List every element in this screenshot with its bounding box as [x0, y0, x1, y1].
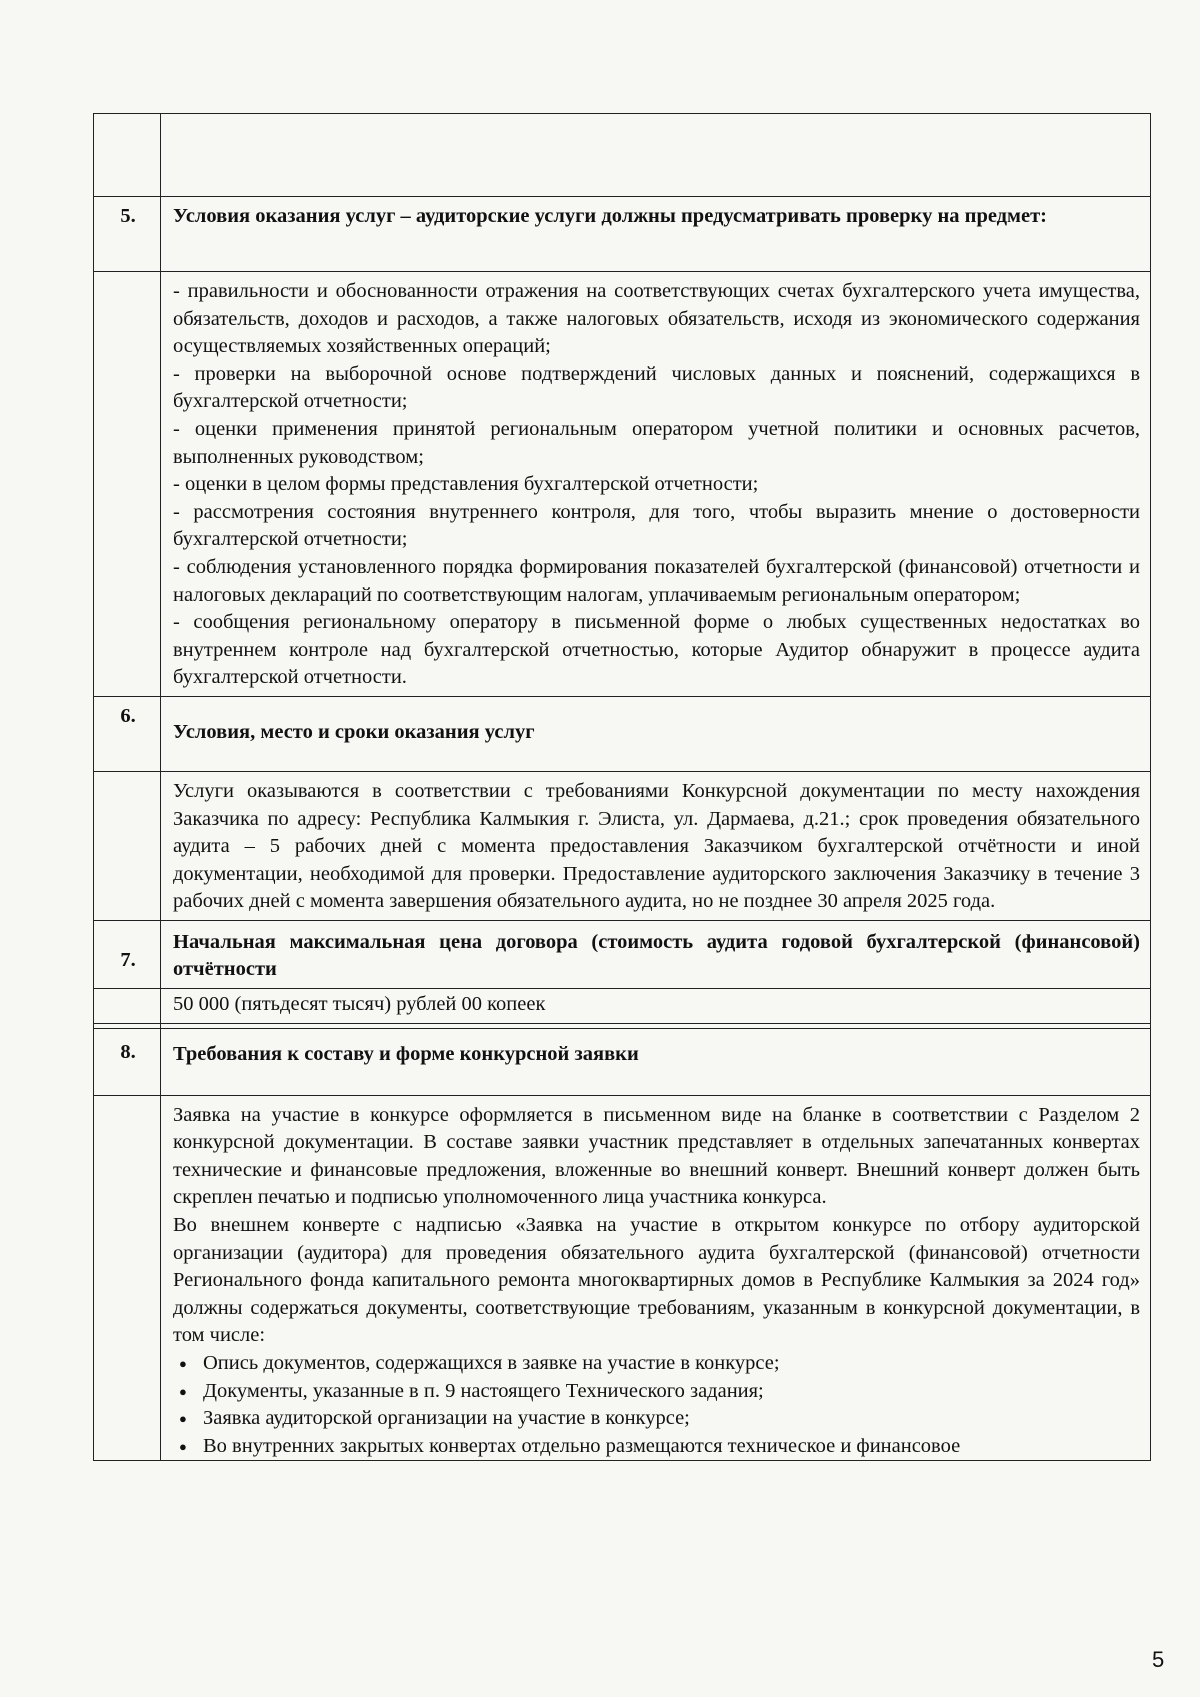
section-body	[161, 771, 1151, 920]
terms-table	[93, 113, 1151, 1461]
list-item: ● Опись документов, содержащихся в заявке на участие в конкурсе;	[173, 1350, 1140, 1378]
section-body	[161, 272, 1151, 697]
table-row-section-8-body	[94, 1095, 1151, 1461]
section-body	[161, 1095, 1151, 1461]
list-item: - соблюдения установленного порядка формирования показателей бухгалтерской (финансовой) отчетности и налоговых деклараций по соответствующим налогам, уплачиваемым региональным оператором;	[173, 555, 1140, 606]
table-row-section-5-body	[94, 272, 1151, 697]
list-item: ● Во внутренних закрытых конвертах отдельно размещаются техническое и финансовое	[173, 1433, 1140, 1461]
list-item: - оценки в целом формы представления бухгалтерской отчетности;	[173, 473, 759, 496]
contract-price: 50 000 (пятьдесят тысяч) рублей 00 копеек	[161, 989, 1151, 1024]
row-number-cell	[94, 1095, 161, 1461]
row-number-cell	[94, 114, 161, 197]
list-item: - оценки применения принятой региональным оператором учетной политики и основных расчетов, выполненных руководством;	[173, 417, 1140, 468]
section-heading: Требования к составу и форме конкурсной заявки	[161, 1028, 1151, 1095]
section-number: 7.	[94, 920, 161, 988]
table-row-section-8-heading	[94, 1028, 1151, 1095]
content-cell	[161, 114, 1151, 197]
list-item: - правильности и обоснованности отражения на соответствующих счетах бухгалтерского учета имущества, обязательств, доходов и расходов, а также налоговых обязательств, исходя из экономического содержания осуществляемых хозяйственных операций;	[173, 280, 1140, 358]
list-item: ● Заявка аудиторской организации на участие в конкурсе;	[173, 1405, 1140, 1433]
list-item: - проверки на выборочной основе подтверждений числовых данных и пояснений, содержащихся в бухгалтерской отчетности;	[173, 362, 1140, 413]
row-number-cell	[94, 272, 161, 697]
paragraph: Услуги оказываются в соответствии с требованиями Конкурсной документации по месту нахождения Заказчика по адресу: Республика Калмыкия г. Элиста, ул. Дармаева, д.21.; срок проведения обязательного аудита – 5 рабочих дней с момента предоставления Заказчиком бухгалтерской отчётности и иной документации, необходимой для проверки. Предоставление аудиторского заключения Заказчику в течение 3 рабочих дней с момента завершения обязательного аудита, но не позднее 30 апреля 2025 года.	[173, 779, 1140, 913]
list-item: - сообщения региональному оператору в письменной форме о любых существенных недостатках во внутреннем контроле над бухгалтерской отчетностью, которые Аудитор обнаружит в процессе аудита бухгалтерской отчетности.	[173, 611, 1140, 689]
list-item: - рассмотрения состояния внутреннего контроля, для того, чтобы выразить мнение о достоверности бухгалтерской отчетности;	[173, 500, 1140, 551]
paragraph: Заявка на участие в конкурсе оформляется в письменном виде на бланке в соответствии с Разделом 2 конкурсной документации. В составе заявки участник представляет в отдельных запечатанных конвертах технические и финансовые предложения, вложенные во внешний конверт. Внешний конверт должен быть скреплен печатью и подписью уполномоченного лица участника конкурса.	[173, 1103, 1140, 1209]
table-row-empty	[94, 114, 1151, 197]
table-row-section-7-heading	[94, 920, 1151, 988]
table-row-section-5-heading	[94, 197, 1151, 272]
table-row-section-7-body	[94, 989, 1151, 1024]
table-row-section-6-body	[94, 771, 1151, 920]
section-number: 8.	[94, 1028, 161, 1095]
section-number: 5.	[94, 197, 161, 272]
section-number: 6.	[94, 696, 161, 771]
paragraph: Во внешнем конверте с надписью «Заявка на участие в открытом конкурсе по отбору аудиторской организации (аудитора) для проведения обязательного аудита бухгалтерской (финансовой) отчетности Регионального фонда капитального ремонта многоквартирных домов в Республике Калмыкия за 2024 год» должны содержаться документы, соответствующие требованиям, указанным в конкурсной документации, в том числе:	[173, 1214, 1140, 1347]
row-number-cell	[94, 989, 161, 1024]
row-number-cell	[94, 771, 161, 920]
section-heading: Условия, место и сроки оказания услуг	[161, 696, 1151, 771]
section-heading: Условия оказания услуг – аудиторские услуги должны предусматривать проверку на предмет:	[161, 197, 1151, 272]
page-number: 5	[1152, 1647, 1165, 1672]
section-heading: Начальная максимальная цена договора (стоимость аудита годовой бухгалтерской (финансовой) отчётности	[161, 920, 1151, 988]
list-item: ● Документы, указанные в п. 9 настоящего Технического задания;	[173, 1378, 1140, 1406]
table-row-section-6-heading	[94, 696, 1151, 771]
bullet-list	[173, 1350, 1140, 1460]
